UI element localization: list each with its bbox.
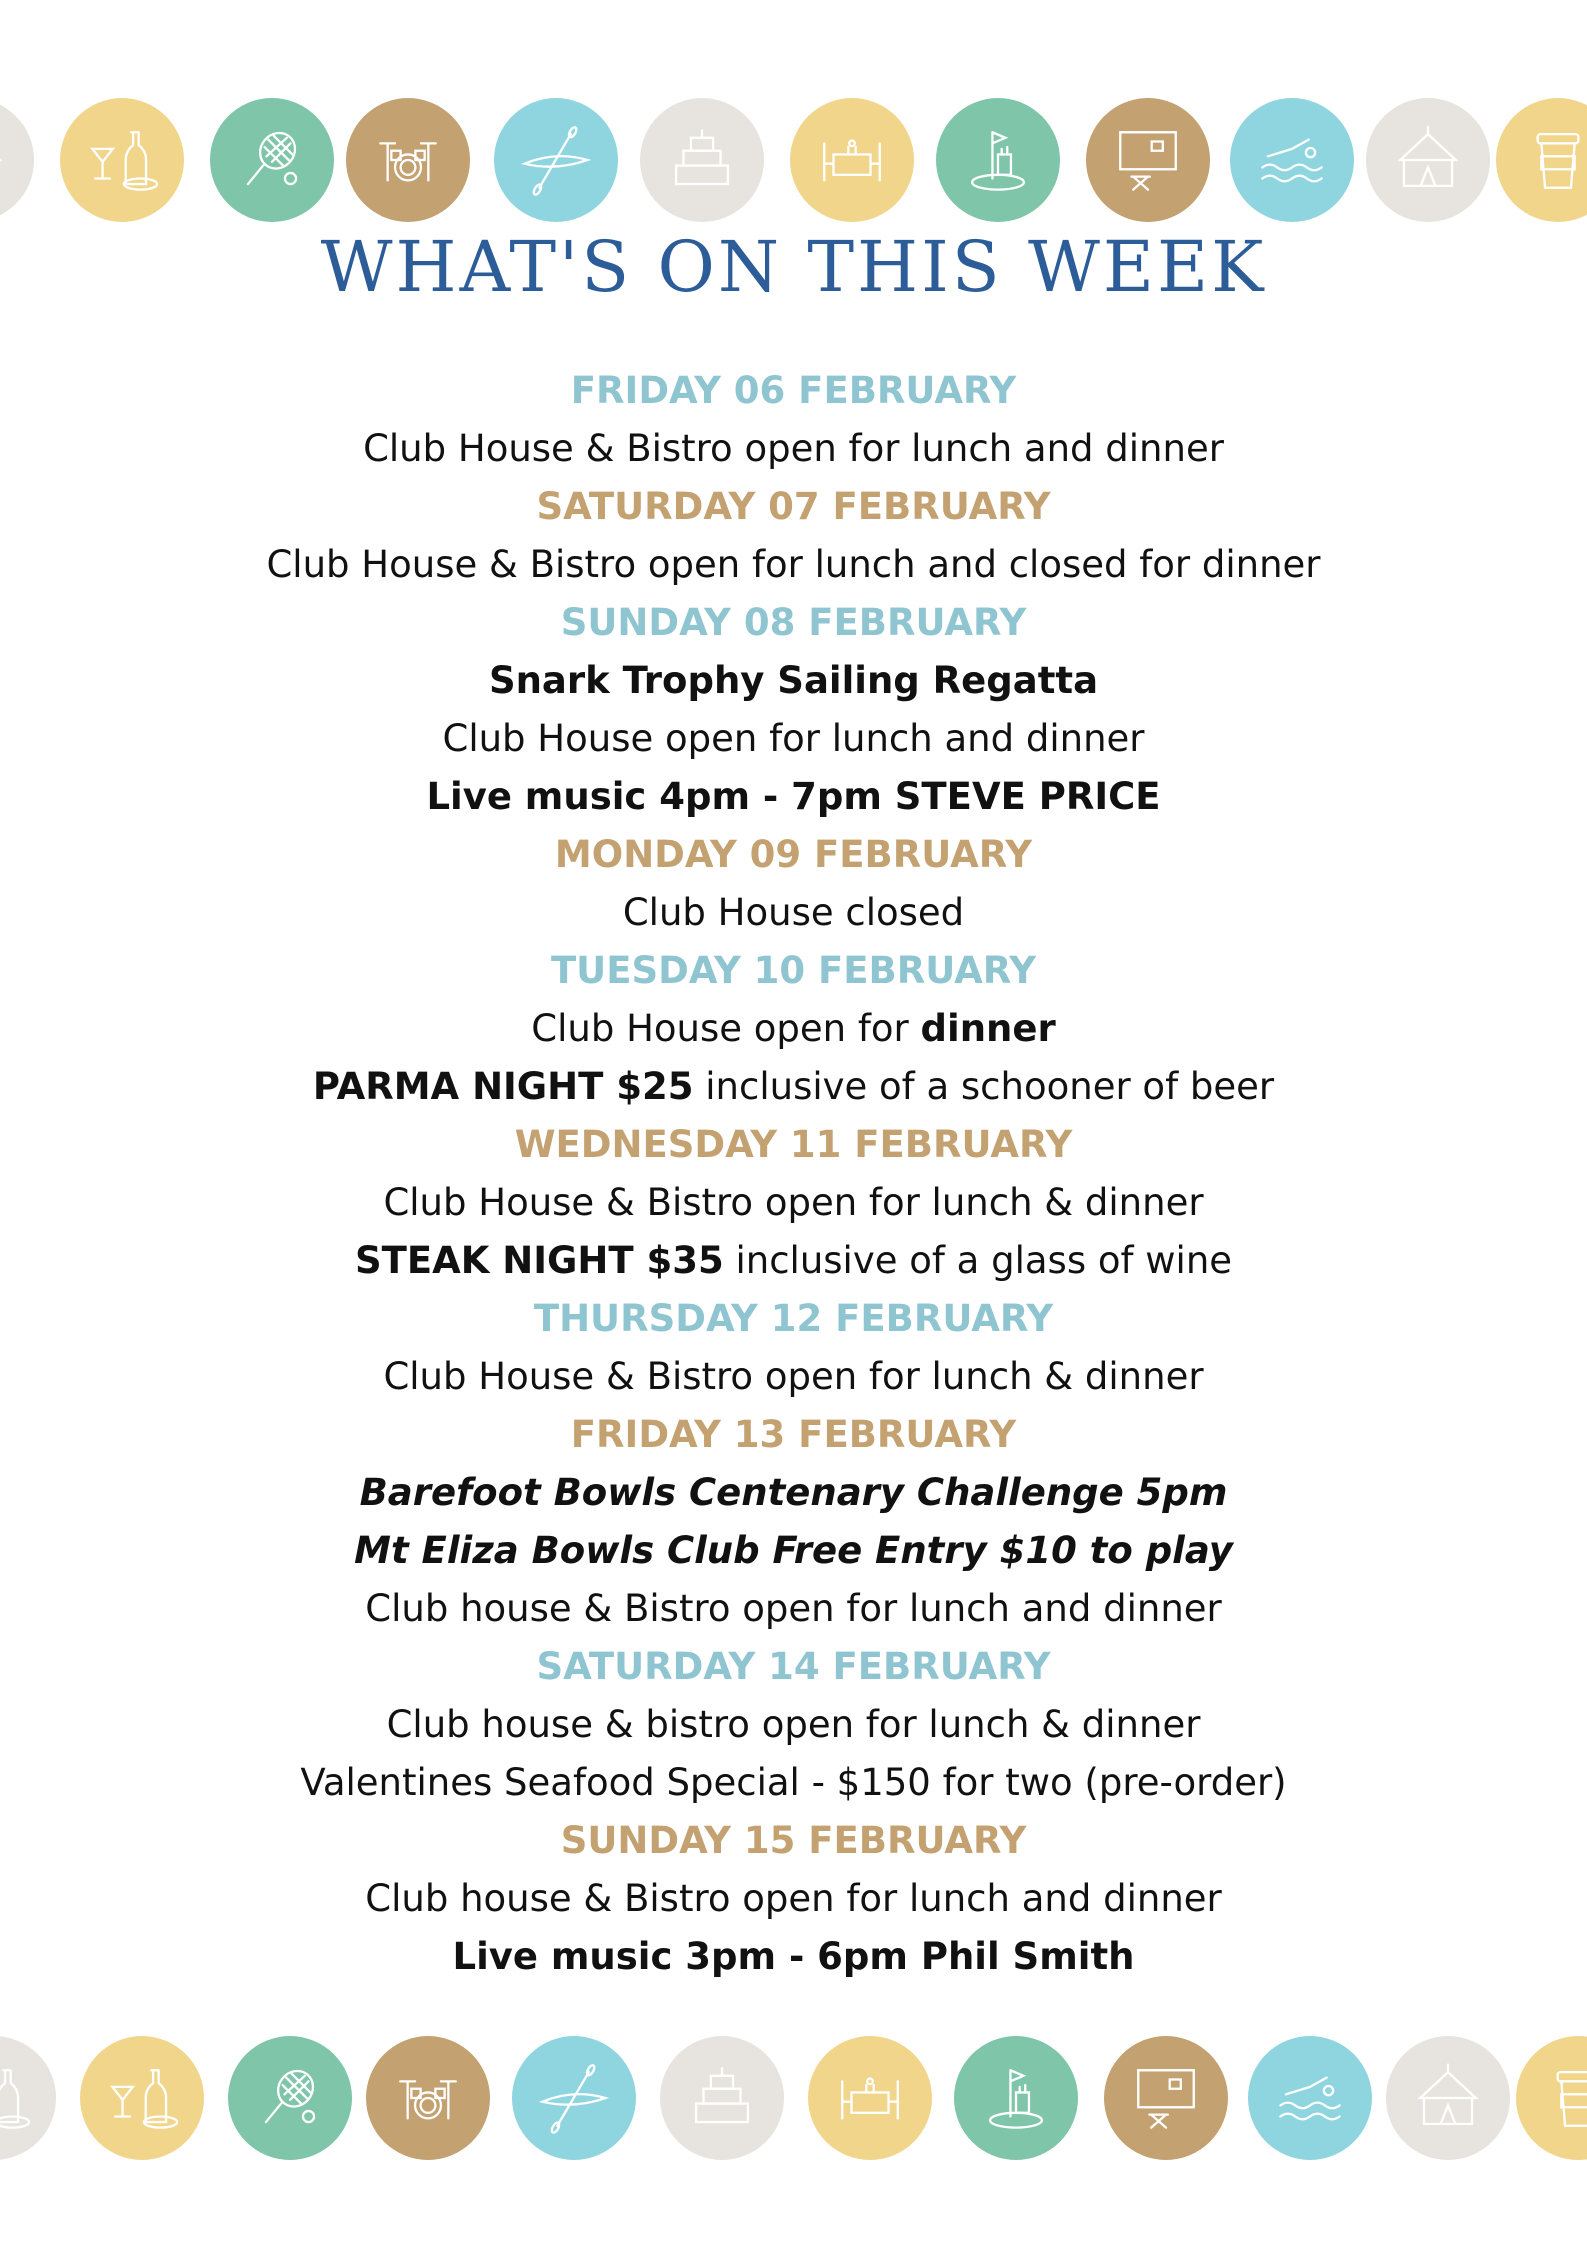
day-heading: THURSDAY 12 FEBRUARY — [533, 1297, 1054, 1340]
circus-tent-icon — [1366, 98, 1490, 222]
dining-table-icon — [808, 2036, 932, 2160]
cinema-screen-icon — [1104, 2036, 1228, 2160]
event-line: Club House & Bistro open for lunch and dinner — [363, 427, 1224, 470]
event-line — [0, 1058, 1587, 1116]
event-line: Club house & bistro open for lunch & dinner — [386, 1703, 1201, 1746]
day-heading: MONDAY 09 FEBRUARY — [554, 833, 1033, 876]
event-line: Club House & Bistro open for lunch and closed for dinner — [266, 543, 1321, 586]
event-text: inclusive of a schooner of beer — [693, 1065, 1275, 1108]
coffee-cup-icon — [1516, 2036, 1587, 2160]
weekly-schedule — [0, 362, 1587, 1986]
page-title: WHAT'S ON THIS WEEK — [320, 226, 1267, 308]
drum-kit-icon — [346, 98, 470, 222]
event-highlight: PARMA NIGHT $25 — [312, 1065, 694, 1108]
event-line: Live music 4pm - 7pm STEVE PRICE — [426, 775, 1161, 818]
dining-table-icon — [790, 98, 914, 222]
bottom-icon-banner — [0, 2036, 1587, 2164]
day-heading: SUNDAY 08 FEBRUARY — [560, 601, 1027, 644]
drum-kit-icon — [366, 2036, 490, 2160]
day-heading: TUESDAY 10 FEBRUARY — [550, 949, 1037, 992]
event-line: Mt Eliza Bowls Club Free Entry $10 to play — [354, 1529, 1233, 1572]
event-line — [0, 1232, 1587, 1290]
circus-tent-icon — [1386, 2036, 1510, 2160]
event-line: Club house & Bistro open for lunch and dinner — [365, 1587, 1222, 1630]
event-text: inclusive of a glass of wine — [723, 1239, 1233, 1282]
event-highlight: dinner — [920, 1007, 1056, 1050]
circus-tent-icon — [0, 98, 34, 222]
kayak-icon — [494, 98, 618, 222]
event-highlight: STEAK NIGHT $35 — [354, 1239, 724, 1282]
event-line — [0, 1000, 1587, 1058]
tennis-icon — [228, 2036, 352, 2160]
day-heading: FRIDAY 13 FEBRUARY — [570, 1413, 1017, 1456]
event-line: Snark Trophy Sailing Regatta — [488, 659, 1099, 702]
cinema-screen-icon — [1086, 98, 1210, 222]
event-line: Club House & Bistro open for lunch & dinner — [383, 1355, 1204, 1398]
event-line: Valentines Seafood Special - $150 for two (pre-order) — [300, 1761, 1287, 1804]
kayak-icon — [512, 2036, 636, 2160]
golf-icon — [936, 98, 1060, 222]
top-icon-banner — [0, 98, 1587, 226]
golf-icon — [954, 2036, 1078, 2160]
day-heading: SATURDAY 14 FEBRUARY — [536, 1645, 1051, 1688]
swimming-icon — [1248, 2036, 1372, 2160]
event-line: Club house & Bistro open for lunch and dinner — [365, 1877, 1222, 1920]
event-line: Live music 3pm - 6pm Phil Smith — [452, 1935, 1135, 1978]
cake-icon — [660, 2036, 784, 2160]
day-heading: WEDNESDAY 11 FEBRUARY — [514, 1123, 1073, 1166]
event-line: Club House closed — [622, 891, 965, 934]
swimming-icon — [1230, 98, 1354, 222]
cocktail-wine-icon — [80, 2036, 204, 2160]
event-line: Club House & Bistro open for lunch & dinner — [383, 1181, 1204, 1224]
event-line: Barefoot Bowls Centenary Challenge 5pm — [359, 1471, 1228, 1514]
event-text: Club House open for — [531, 1007, 921, 1050]
cocktail-wine-icon — [0, 2036, 56, 2160]
day-heading: SUNDAY 15 FEBRUARY — [560, 1819, 1027, 1862]
day-heading: SATURDAY 07 FEBRUARY — [536, 485, 1051, 528]
coffee-cup-icon — [1496, 98, 1587, 222]
event-line: Club House open for lunch and dinner — [442, 717, 1145, 760]
day-heading: FRIDAY 06 FEBRUARY — [570, 369, 1017, 412]
cake-icon — [640, 98, 764, 222]
tennis-icon — [210, 98, 334, 222]
cocktail-wine-icon — [60, 98, 184, 222]
